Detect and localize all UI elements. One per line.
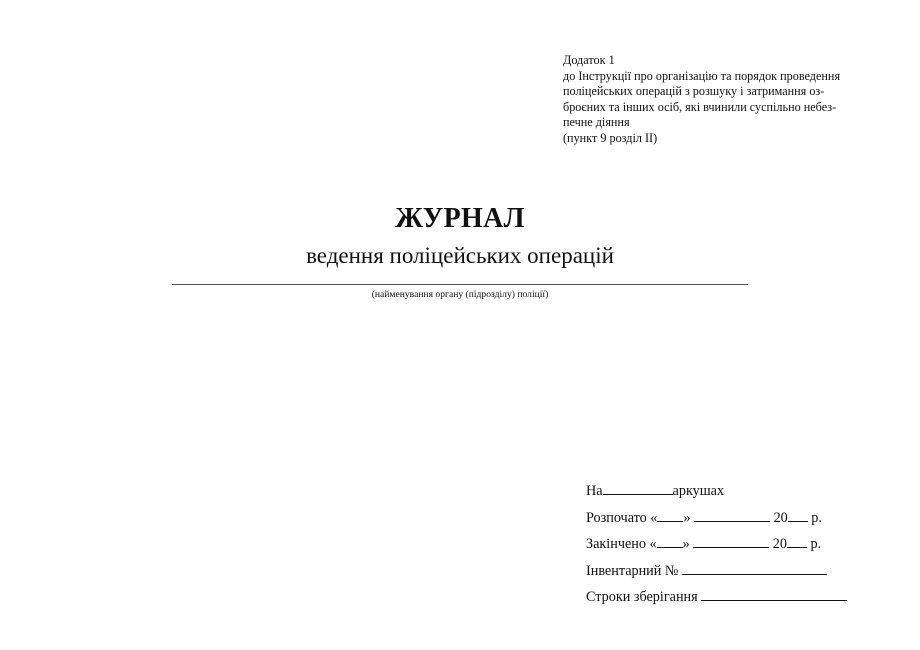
org-name-caption: (найменування органу (підрозділу) поліції) — [371, 289, 549, 300]
quote-close: » — [682, 536, 690, 552]
year-suffix: р. — [807, 509, 822, 526]
finished-year-blank[interactable] — [787, 531, 807, 548]
inventory-number-blank[interactable] — [682, 558, 827, 575]
quote-close: » — [683, 509, 691, 526]
finished-month-blank[interactable] — [693, 531, 769, 548]
org-name-line[interactable] — [172, 284, 748, 285]
storage-label: Строки зберігання — [586, 589, 698, 605]
sheets-count-blank[interactable] — [603, 478, 673, 495]
started-year-blank[interactable] — [788, 505, 808, 522]
started-row — [586, 505, 906, 532]
sheets-prefix: На — [586, 483, 603, 499]
journal-subtitle: ведення поліцейських операцій — [306, 243, 614, 268]
annex-line: до Інструкції про організацію та порядок проведення — [563, 68, 841, 83]
annex-block — [563, 53, 883, 147]
started-day-blank[interactable] — [657, 505, 683, 522]
finished-row — [586, 531, 906, 558]
inventory-label: Інвентарний № — [586, 562, 679, 579]
started-month-blank[interactable] — [694, 505, 770, 522]
annex-line: (пункт 9 розділ ІІ) — [563, 130, 658, 145]
inventory-row — [586, 558, 906, 585]
annex-line: Додаток 1 — [563, 53, 615, 67]
storage-row — [586, 584, 906, 611]
finished-label: Закінчено « — [586, 536, 657, 552]
year-prefix: 20 — [773, 509, 788, 526]
annex-line: броєних та інших осіб, які вчинили суспільно небез- — [563, 99, 837, 114]
annex-line: поліцейських операцій з розшуку і затримання оз- — [563, 84, 825, 99]
journal-title: ЖУРНАЛ — [395, 203, 525, 234]
sheets-row — [586, 478, 906, 505]
register-fields — [586, 478, 906, 611]
sheets-suffix: аркушах — [672, 483, 725, 499]
storage-term-blank[interactable] — [701, 584, 847, 601]
annex-line: печне діяння — [563, 115, 630, 130]
started-label: Розпочато « — [586, 509, 658, 526]
finished-day-blank[interactable] — [657, 531, 683, 548]
year-prefix: 20 — [772, 536, 787, 552]
year-suffix: р. — [806, 536, 822, 552]
